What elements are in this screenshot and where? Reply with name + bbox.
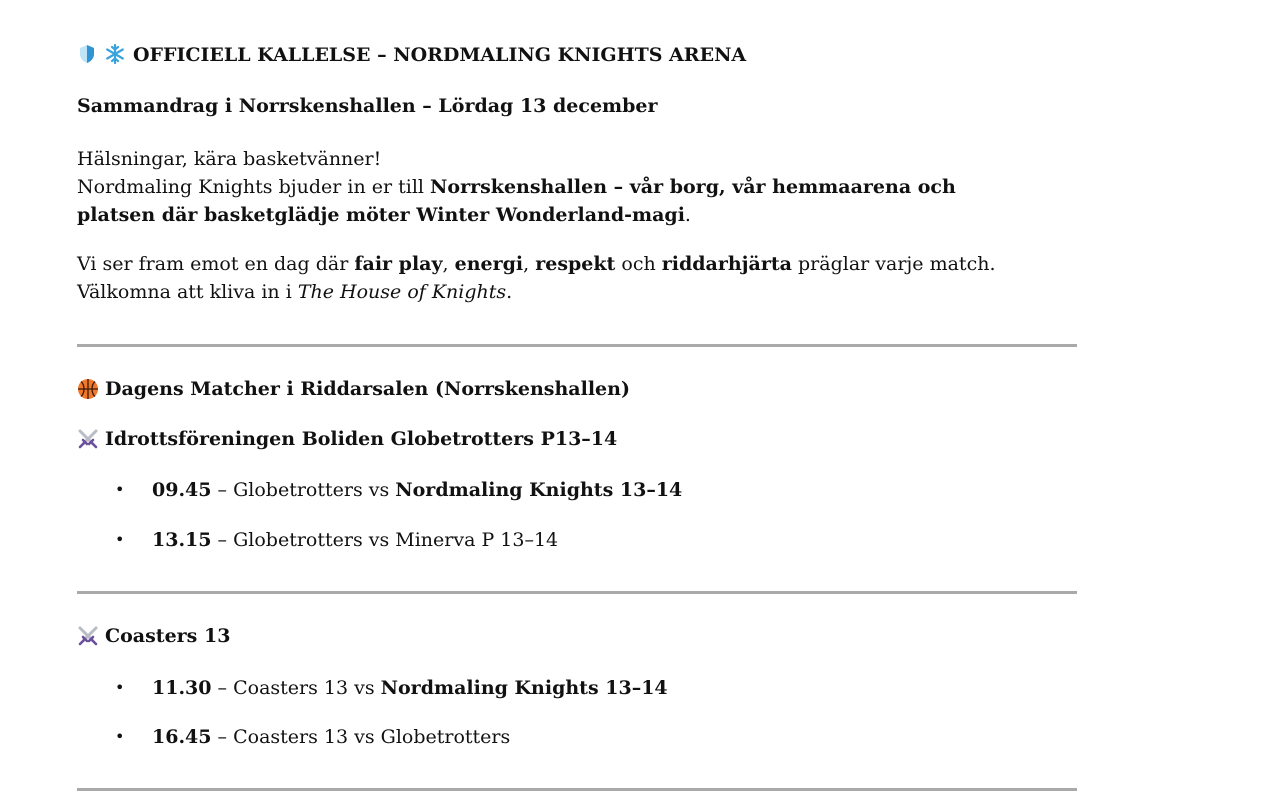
invite-prefix: Nordmaling Knights bjuder in er till <box>77 176 431 198</box>
document-title: OFFICIELL KALLELSE – NORDMALING KNIGHTS ARENA <box>133 44 747 66</box>
invite-bold-line-2: platsen där basketglädje möter Winter Wonderland-magi <box>77 204 685 226</box>
match-home-team: Nordmaling Knights 13–14 <box>395 479 683 501</box>
bullet: • <box>115 530 125 549</box>
match-home-team: Nordmaling Knights 13–14 <box>380 677 668 699</box>
welcome-prefix: Välkomna att kliva in i <box>77 281 298 303</box>
house-of-knights: The House of Knights <box>297 281 507 303</box>
value-riddarhjarta: riddarhjärta <box>661 253 792 275</box>
invite-end: . <box>684 204 691 226</box>
values-suffix: präglar varje match. <box>791 253 996 275</box>
match-time: 13.15 <box>152 529 212 551</box>
match-item <box>152 723 510 751</box>
match-dash: – <box>211 529 234 551</box>
values-prefix: Vi ser fram emot en dag där <box>77 253 355 275</box>
crossed-swords-icon <box>77 428 97 448</box>
invite-text-line-2 <box>77 201 691 229</box>
value-respekt: respekt <box>535 253 616 275</box>
welcome-end: . <box>506 281 513 303</box>
match-teams: Globetrotters vs <box>233 479 396 501</box>
value-energi: energi <box>454 253 524 275</box>
value-fair-play: fair play <box>354 253 443 275</box>
divider <box>77 344 1077 347</box>
values-text <box>77 250 996 278</box>
match-item <box>152 674 668 702</box>
group-title: Coasters 13 <box>105 625 231 647</box>
match-dash: – <box>211 726 234 748</box>
match-teams: Coasters 13 vs <box>233 677 381 699</box>
group-heading <box>77 622 230 650</box>
bullet: • <box>115 727 125 746</box>
shield-icon <box>77 44 97 64</box>
match-dash: – <box>211 677 234 699</box>
invite-text-line-1 <box>77 173 956 201</box>
match-teams: Globetrotters vs Minerva P 13–14 <box>233 529 559 551</box>
invite-bold: Norrskenshallen – vår borg, vår hemmaarena och <box>430 176 956 198</box>
matches-heading-text: Dagens Matcher i Riddarsalen (Norrskenshallen) <box>105 378 630 400</box>
match-time: 09.45 <box>152 479 212 501</box>
values-sep: och <box>615 253 662 275</box>
bullet: • <box>115 480 125 499</box>
match-time: 11.30 <box>152 677 212 699</box>
basketball-icon <box>77 378 97 398</box>
group-title: Idrottsföreningen Boliden Globetrotters P13–14 <box>105 428 618 450</box>
values-sep: , <box>442 253 455 275</box>
snowflake-icon <box>105 44 125 64</box>
welcome-text <box>77 278 512 306</box>
bullet: • <box>115 678 125 697</box>
document-title-line <box>77 41 746 69</box>
group-heading <box>77 425 617 453</box>
match-teams: Coasters 13 vs Globetrotters <box>233 726 511 748</box>
match-item <box>152 526 558 554</box>
matches-heading <box>77 375 630 403</box>
crossed-swords-icon <box>77 625 97 645</box>
divider <box>77 788 1077 791</box>
match-time: 16.45 <box>152 726 212 748</box>
match-dash: – <box>211 479 234 501</box>
greeting-text: Hälsningar, kära basketvänner! <box>77 148 382 170</box>
match-item <box>152 476 682 504</box>
divider <box>77 591 1077 594</box>
document-subtitle: Sammandrag i Norrskenshallen – Lördag 13 december <box>77 95 658 117</box>
values-sep: , <box>523 253 536 275</box>
